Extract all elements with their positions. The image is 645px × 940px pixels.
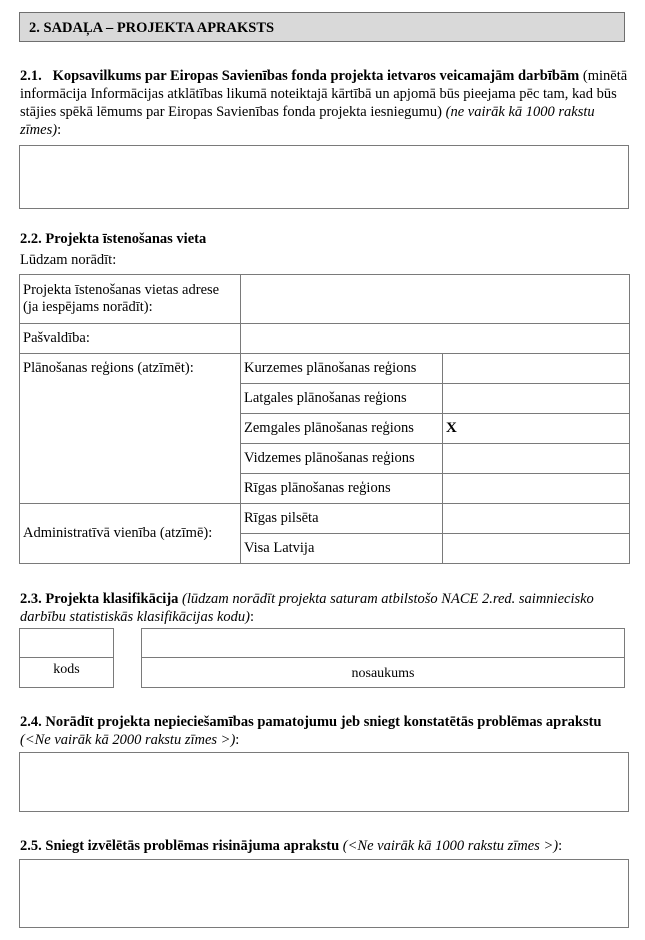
nace-name-input[interactable] (141, 628, 625, 658)
region-mark-kurzeme[interactable] (443, 354, 630, 384)
region-mark-latgale[interactable] (443, 384, 630, 414)
question-2-1-text (20, 67, 630, 139)
admin-unit-name: Rīgas pilsēta (241, 504, 443, 534)
region-mark-vidzeme[interactable] (443, 444, 630, 474)
solution-description-textarea[interactable] (19, 859, 629, 928)
question-2-2-title: 2.2. Projekta īstenošanas vieta (20, 231, 207, 247)
question-2-4-title: 2.4. Norādīt projekta nepieciešamības pamatojumu jeb sniegt konstatētās problēmas aprakstu (20, 714, 602, 730)
question-2-1-description: (minētā informācija Informācijas atklātības likumā noteiktajā kārtībā un apjomā būs pieejama pēc tam, kad būs stājies spēkā lēmums par Eiropas Savienības fonda projekta iesniegumu) (20, 68, 628, 120)
section-title: 2. SADAĻA – PROJEKTA APRAKSTS (19, 12, 625, 42)
question-2-4-colon: : (235, 732, 240, 748)
region-name: Kurzemes plānošanas reģions (241, 354, 443, 384)
region-name: Vidzemes plānošanas reģions (241, 444, 443, 474)
region-name: Latgales plānošanas reģions (241, 384, 443, 414)
question-2-3-colon: : (249, 609, 255, 625)
region-mark-riga[interactable] (443, 474, 630, 504)
region-name: Rīgas plānošanas reģions (241, 474, 443, 504)
admin-mark-all-latvia[interactable] (443, 534, 630, 564)
planning-region-label: Plānošanas reģions (atzīmēt): (20, 354, 241, 504)
question-2-5-limit: (<Ne vairāk kā 1000 rakstu zīmes >) (339, 838, 559, 854)
question-2-1-limit: (ne vairāk kā 1000 rakstu zīmes) (20, 104, 595, 138)
question-2-1-title: Kopsavilkums par Eiropas Savienības fonda projekta ietvaros veicamajām darbībām (52, 68, 580, 84)
problem-description-textarea[interactable] (19, 752, 629, 812)
admin-mark-riga-city[interactable] (443, 504, 630, 534)
question-2-3-description: (lūdzam norādīt projekta saturam atbilstošo NACE 2.red. saimniecisko darbību statistiskās klasifikācijas kodu) (20, 591, 594, 625)
question-2-1-colon: : (57, 122, 62, 138)
question-2-5-title: 2.5. Sniegt izvēlētās problēmas risinājuma aprakstu (20, 838, 340, 854)
nace-code-input[interactable] (19, 628, 114, 658)
admin-unit-label: Administratīvā vienība (atzīmē): (20, 504, 241, 564)
region-name: Zemgales plānošanas reģions (241, 414, 443, 444)
nace-code-caption: kods (53, 662, 80, 677)
question-2-4-limit: (<Ne vairāk kā 2000 rakstu zīmes >) (20, 732, 236, 748)
region-mark-zemgale[interactable]: X (443, 414, 630, 444)
question-2-1-number: 2.1. (20, 68, 42, 84)
summary-textarea[interactable] (19, 145, 629, 209)
nace-name-caption: nosaukums (351, 666, 415, 681)
admin-unit-name: Visa Latvija (241, 534, 443, 564)
location-table (19, 274, 630, 564)
address-input[interactable] (241, 275, 630, 324)
question-2-5-colon: : (558, 838, 563, 854)
question-2-3-title: 2.3. Projekta klasifikācija (20, 591, 179, 607)
address-label: Projekta īstenošanas vietas adrese (ja iespējams norādīt): (20, 275, 241, 324)
question-2-5-text (20, 837, 630, 855)
question-2-3-text (20, 590, 630, 626)
municipality-label: Pašvaldība: (20, 324, 241, 354)
question-2-4-text (20, 713, 630, 749)
question-2-2-subtitle: Lūdzam norādīt: (20, 252, 117, 268)
municipality-input[interactable] (241, 324, 630, 354)
